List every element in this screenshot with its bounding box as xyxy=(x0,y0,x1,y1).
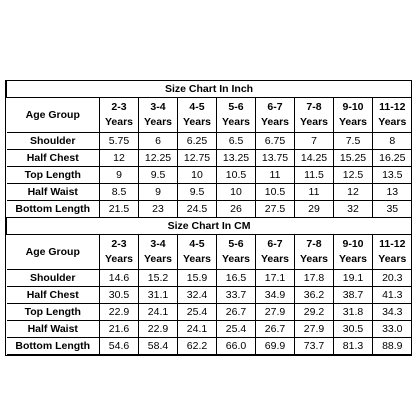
age-range: 5-6 xyxy=(228,238,244,250)
measurement-value: 27.9 xyxy=(295,321,334,338)
measurement-value: 36.2 xyxy=(295,287,334,304)
measurement-value: 23 xyxy=(139,201,178,218)
measurement-label: Half Chest xyxy=(7,287,100,304)
measurement-value: 15.25 xyxy=(334,150,373,167)
measurement-value: 14.6 xyxy=(100,270,139,287)
age-range: 11-12 xyxy=(379,238,406,250)
measurement-value: 35 xyxy=(373,201,412,218)
measurement-value: 58.4 xyxy=(139,338,178,355)
measurement-value: 33.0 xyxy=(373,321,412,338)
measurement-value: 10.5 xyxy=(256,184,295,201)
size-chart xyxy=(5,80,412,356)
measurement-value: 14.25 xyxy=(295,150,334,167)
age-unit: Years xyxy=(299,253,329,265)
measurement-value: 9.5 xyxy=(139,167,178,184)
measurement-value: 32 xyxy=(334,201,373,218)
measurement-value: 88.9 xyxy=(373,338,412,355)
measurement-value: 5.75 xyxy=(100,133,139,150)
measurement-value: 13.5 xyxy=(373,167,412,184)
measurement-value: 27.9 xyxy=(256,304,295,321)
section-title-row-inch xyxy=(7,81,412,98)
section-title-inch: Size Chart In Inch xyxy=(7,81,412,98)
age-range: 2-3 xyxy=(111,238,127,250)
size-chart-table xyxy=(6,81,412,355)
age-group-label-inch: Age Group xyxy=(7,98,100,133)
measurement-value: 33.7 xyxy=(217,287,256,304)
measurement-value: 6.5 xyxy=(217,133,256,150)
age-column-header xyxy=(139,98,178,133)
measurement-value: 27.5 xyxy=(256,201,295,218)
age-group-label-cm: Age Group xyxy=(7,235,100,270)
measurement-value: 13 xyxy=(373,184,412,201)
measurement-value: 22.9 xyxy=(100,304,139,321)
measurement-value: 26.7 xyxy=(217,304,256,321)
table-row xyxy=(7,304,412,321)
measurement-value: 10.5 xyxy=(217,167,256,184)
measurement-value: 30.5 xyxy=(334,321,373,338)
age-unit: Years xyxy=(260,116,290,128)
age-unit: Years xyxy=(104,253,134,265)
age-range: 4-5 xyxy=(189,101,205,113)
section-title-row-cm xyxy=(7,218,412,235)
table-row xyxy=(7,184,412,201)
measurement-value: 8.5 xyxy=(100,184,139,201)
measurement-value: 13.25 xyxy=(217,150,256,167)
age-unit: Years xyxy=(338,253,368,265)
table-row xyxy=(7,338,412,355)
measurement-value: 29 xyxy=(295,201,334,218)
measurement-value: 38.7 xyxy=(334,287,373,304)
measurement-label: Shoulder xyxy=(7,133,100,150)
measurement-value: 6.25 xyxy=(178,133,217,150)
age-column-header xyxy=(139,235,178,270)
age-unit: Years xyxy=(143,253,173,265)
age-range: 5-6 xyxy=(228,101,244,113)
measurement-value: 12.25 xyxy=(139,150,178,167)
measurement-label: Half Chest xyxy=(7,150,100,167)
measurement-value: 54.6 xyxy=(100,338,139,355)
age-column-header xyxy=(334,98,373,133)
age-column-header xyxy=(100,98,139,133)
age-unit: Years xyxy=(378,116,407,128)
measurement-value: 15.9 xyxy=(178,270,217,287)
measurement-value: 25.4 xyxy=(178,304,217,321)
measurement-value: 34.3 xyxy=(373,304,412,321)
age-range: 11-12 xyxy=(379,101,406,113)
age-unit: Years xyxy=(143,116,173,128)
age-range: 7-8 xyxy=(306,101,322,113)
table-row xyxy=(7,321,412,338)
age-range: 6-7 xyxy=(267,101,283,113)
measurement-value: 22.9 xyxy=(139,321,178,338)
age-column-header xyxy=(178,235,217,270)
measurement-value: 12 xyxy=(100,150,139,167)
age-unit: Years xyxy=(299,116,329,128)
measurement-value: 6 xyxy=(139,133,178,150)
age-column-header xyxy=(256,235,295,270)
measurement-value: 62.2 xyxy=(178,338,217,355)
measurement-value: 16.25 xyxy=(373,150,412,167)
age-unit: Years xyxy=(378,253,407,265)
age-range: 4-5 xyxy=(189,238,205,250)
measurement-value: 11 xyxy=(256,167,295,184)
age-range: 9-10 xyxy=(342,238,364,250)
measurement-value: 9.5 xyxy=(178,184,217,201)
measurement-value: 21.6 xyxy=(100,321,139,338)
age-unit: Years xyxy=(221,253,251,265)
measurement-value: 81.3 xyxy=(334,338,373,355)
measurement-value: 31.1 xyxy=(139,287,178,304)
age-column-header xyxy=(373,235,412,270)
measurement-value: 11.5 xyxy=(295,167,334,184)
measurement-value: 9 xyxy=(139,184,178,201)
measurement-value: 6.75 xyxy=(256,133,295,150)
age-unit: Years xyxy=(338,116,368,128)
measurement-value: 32.4 xyxy=(178,287,217,304)
measurement-value: 26.7 xyxy=(256,321,295,338)
measurement-value: 21.5 xyxy=(100,201,139,218)
measurement-value: 10 xyxy=(217,184,256,201)
measurement-value: 73.7 xyxy=(295,338,334,355)
age-column-header xyxy=(295,98,334,133)
measurement-value: 69.9 xyxy=(256,338,295,355)
age-column-header xyxy=(295,235,334,270)
measurement-value: 29.2 xyxy=(295,304,334,321)
age-range: 9-10 xyxy=(342,101,364,113)
age-range: 6-7 xyxy=(267,238,283,250)
table-row xyxy=(7,270,412,287)
measurement-value: 12.5 xyxy=(334,167,373,184)
age-column-header xyxy=(217,98,256,133)
measurement-value: 8 xyxy=(373,133,412,150)
measurement-value: 26 xyxy=(217,201,256,218)
age-column-header xyxy=(217,235,256,270)
age-range: 3-4 xyxy=(150,101,166,113)
table-row xyxy=(7,133,412,150)
measurement-value: 24.5 xyxy=(178,201,217,218)
measurement-label: Half Waist xyxy=(7,184,100,201)
measurement-value: 41.3 xyxy=(373,287,412,304)
measurement-value: 20.3 xyxy=(373,270,412,287)
measurement-value: 19.1 xyxy=(334,270,373,287)
age-column-header xyxy=(373,98,412,133)
age-unit: Years xyxy=(260,253,290,265)
measurement-value: 16.5 xyxy=(217,270,256,287)
table-row xyxy=(7,201,412,218)
age-group-row-cm xyxy=(7,235,412,270)
measurement-value: 7.5 xyxy=(334,133,373,150)
measurement-value: 31.8 xyxy=(334,304,373,321)
measurement-label: Top Length xyxy=(7,167,100,184)
age-range: 7-8 xyxy=(306,238,322,250)
measurement-value: 11 xyxy=(295,184,334,201)
measurement-value: 30.5 xyxy=(100,287,139,304)
age-column-header xyxy=(100,235,139,270)
measurement-value: 12.75 xyxy=(178,150,217,167)
age-unit: Years xyxy=(182,116,212,128)
measurement-value: 24.1 xyxy=(139,304,178,321)
age-column-header xyxy=(178,98,217,133)
table-row xyxy=(7,150,412,167)
age-column-header xyxy=(334,235,373,270)
measurement-value: 12 xyxy=(334,184,373,201)
age-group-row-inch xyxy=(7,98,412,133)
measurement-value: 9 xyxy=(100,167,139,184)
measurement-label: Shoulder xyxy=(7,270,100,287)
measurement-value: 17.1 xyxy=(256,270,295,287)
age-unit: Years xyxy=(182,253,212,265)
age-range: 3-4 xyxy=(150,238,166,250)
age-column-header xyxy=(256,98,295,133)
age-unit: Years xyxy=(104,116,134,128)
age-unit: Years xyxy=(221,116,251,128)
measurement-value: 10 xyxy=(178,167,217,184)
measurement-value: 24.1 xyxy=(178,321,217,338)
measurement-value: 13.75 xyxy=(256,150,295,167)
measurement-value: 7 xyxy=(295,133,334,150)
measurement-label: Bottom Length xyxy=(7,201,100,218)
age-range: 2-3 xyxy=(111,101,127,113)
measurement-label: Top Length xyxy=(7,304,100,321)
measurement-value: 15.2 xyxy=(139,270,178,287)
section-title-cm: Size Chart In CM xyxy=(7,218,412,235)
measurement-label: Half Waist xyxy=(7,321,100,338)
measurement-value: 34.9 xyxy=(256,287,295,304)
table-row xyxy=(7,287,412,304)
measurement-value: 17.8 xyxy=(295,270,334,287)
measurement-value: 66.0 xyxy=(217,338,256,355)
measurement-label: Bottom Length xyxy=(7,338,100,355)
table-row xyxy=(7,167,412,184)
measurement-value: 25.4 xyxy=(217,321,256,338)
